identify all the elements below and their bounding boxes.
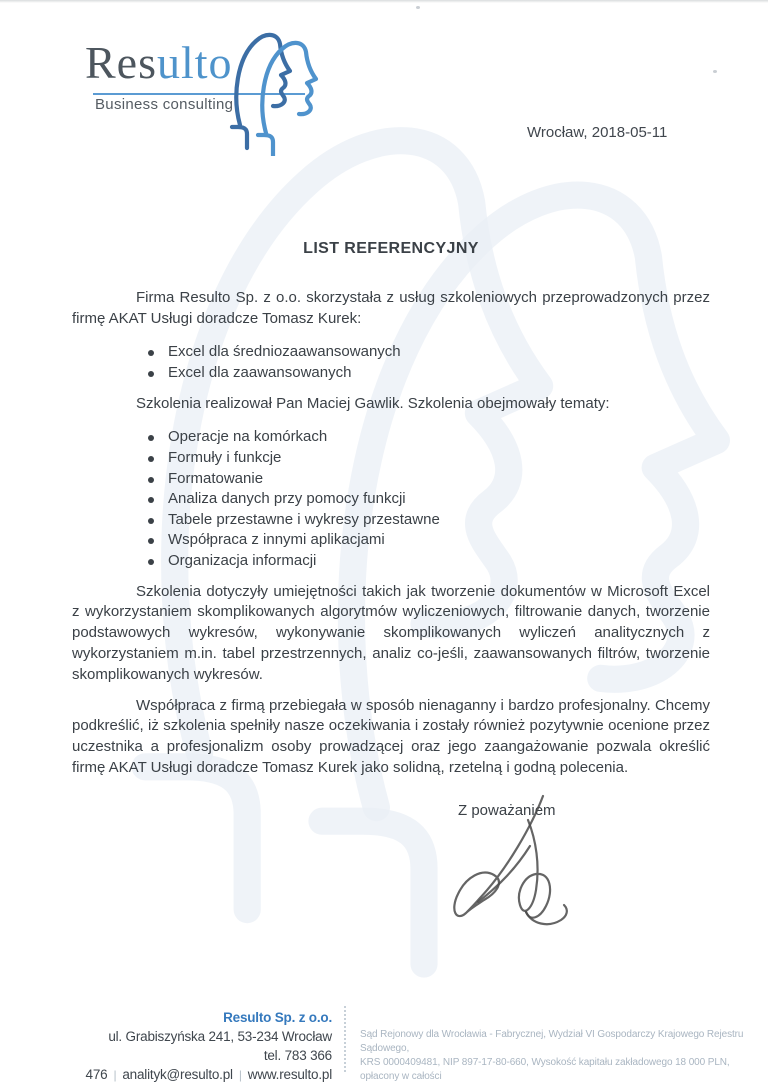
list-item: Excel dla średniozaawansowanych	[168, 342, 710, 363]
list-item: Analiza danych przy pomocy funkcji	[168, 489, 710, 510]
resulto-logo	[85, 37, 345, 113]
scan-speck	[713, 70, 717, 73]
trainings-list	[72, 342, 710, 383]
footer-email: analityk@resulto.pl	[122, 1067, 233, 1082]
list-item: Operacje na komórkach	[168, 427, 710, 448]
footer-separator: |	[238, 1068, 242, 1082]
footer-legal-block	[360, 1028, 760, 1084]
list-item: Tabele przestawne i wykresy przestawne	[168, 510, 710, 531]
logo-text-dark: Res	[85, 37, 157, 88]
logo-tagline: Business consulting	[95, 96, 234, 113]
footer-contact-line	[40, 1046, 332, 1085]
document-title: LIST REFERENCYJNY	[303, 240, 479, 257]
list-item: Excel dla zaawansowanych	[168, 363, 710, 384]
intro-paragraph: Firma Resulto Sp. z o.o. skorzystała z usług szkoleniowych przeprowadzonych przez firmę AKAT Usługi doradcze Tomasz Kurek:	[72, 288, 710, 327]
footer-legal-line-1: Sąd Rejonowy dla Wrocławia - Fabrycznej, Wydział VI Gospodarczy Krajowego Rejestru Sądowego,	[360, 1029, 744, 1054]
scan-edge-artifact	[0, 0, 768, 3]
logo-text-blue: ulto	[157, 37, 233, 88]
letter-footer	[0, 1004, 768, 1087]
closing-phrase: Z poważaniem	[458, 801, 556, 819]
list-item: Formatowanie	[168, 469, 710, 490]
footer-contact-block	[40, 1008, 332, 1085]
trainer-paragraph: Szkolenia realizował Pan Maciej Gawlik. Szkolenia obejmowały tematy:	[136, 394, 610, 412]
list-item: Formuły i funkcje	[168, 448, 710, 469]
face-profiles-icon	[228, 26, 346, 156]
letter-body	[72, 231, 710, 822]
list-item: Współpraca z innymi aplikacjami	[168, 530, 710, 551]
footer-website: www.resulto.pl	[247, 1067, 332, 1082]
footer-legal-line-2: KRS 0000409481, NIP 897-17-80-660, Wysokość kapitału zakładowego 18 000 PLN, opłacony w całości	[360, 1057, 730, 1082]
footer-phone: tel. 783 366 476	[85, 1048, 332, 1082]
scan-speck	[416, 6, 420, 9]
footer-dotted-divider	[344, 1006, 346, 1072]
topics-list	[72, 427, 710, 571]
footer-address: ul. Grabiszyńska 241, 53-234 Wrocław	[108, 1029, 332, 1044]
date-line: Wrocław, 2018-05-11	[527, 124, 668, 141]
list-item: Organizacja informacji	[168, 551, 710, 572]
footer-company-name: Resulto Sp. z o.o.	[223, 1010, 332, 1025]
footer-separator: |	[113, 1068, 117, 1082]
opinion-paragraph: Współpraca z firmą przebiegała w sposób nienaganny i bardzo profesjonalny. Chcemy podkreślić, iż szkolenia spełniły nasze oczekiwania i zostały również pozytywnie ocenione przez uczestnika a profesjonalizm osoby prowadzącej oraz jego zaangażowanie pozwala określić firmę AKAT Usługi doradcze Tomasz Kurek jako solidną, rzetelną i godną polecenia.	[72, 696, 710, 776]
scope-paragraph: Szkolenia dotyczyły umiejętności takich jak tworzenie dokumentów w Microsoft Excel z wykorzystaniem skomplikowanych algorytmów wyliczeniowych, filtrowanie danych, tworzenie podstawowych wykresów, wykonywanie skomplikowanych wyliczeń analitycznych z wykorzystaniem m.in. tabel przestrzennych, analiz co-jeśli, zaawansowanych filtrów, tworzenie skomplikowanych wykresów.	[72, 582, 710, 683]
